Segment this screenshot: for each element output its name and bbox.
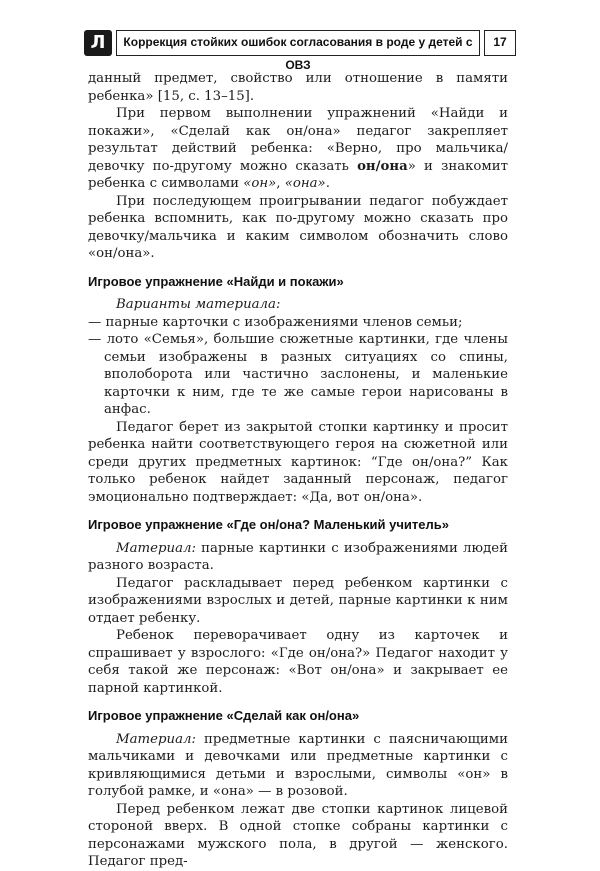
section-heading: Игровое упражнение «Сделай как он/она» [88, 708, 360, 723]
running-header [84, 30, 516, 72]
section-heading: Игровое упражнение «Найди и покажи» [88, 273, 344, 289]
section-heading: Игровое упражнение «Где он/она? Маленький учитель» [88, 517, 449, 532]
chapter-logo: Л [84, 30, 112, 56]
paragraph: При последующем проигрывании педагог побуждает ребенка вспомнить, как по-другому можно сказать про девочку/мальчика и каким символом обозначить слово «он/она». [88, 193, 508, 261]
variants-label: Варианты материала: [116, 297, 281, 312]
running-title: Коррекция стойких ошибок согласования в роде у детей с ОВЗ [116, 30, 480, 56]
paragraph: данный предмет, свойство или отношение в памяти ребенка» [15, с. 13–15]. [88, 71, 508, 104]
material-paragraph: Материал: предметные картинки с паясничающими мальчиками и девочками или предметные картинки с кривляющимися детьми и взрослыми, символы «он» в голубой рамке, и «она» — в розовой. [88, 731, 508, 799]
list-item: — лото «Семья», большие сюжетные картинки, где члены семьи изображены в разных ситуациях со спины, вполоборота или частично заслонены, и маленькие карточки к ним, где те же самые герои нарисованы в анфас. [88, 332, 508, 417]
paragraph: При первом выполнении упражнений «Найди и покажи», «Сделай как он/она» педагог закрепляет результат действий ребенка: «Верно, про мальчика/девочку по-другому можно сказать он/она» и знакомит ребенка с символами «он», «она». [88, 106, 508, 191]
page-body [88, 70, 508, 871]
paragraph: Педагог раскладывает перед ребенком картинки с изображениями взрослых и детей, парные картинки к ним отдает ребенку. [88, 575, 508, 626]
paragraph: Перед ребенком лежат две стопки картинок лицевой стороной вверх. В одной стопке собраны картинки с персонажами мужского пола, в другой — женского. Педагог пред- [88, 801, 508, 869]
page-number: 17 [484, 30, 516, 56]
paragraph: Ребенок переворачивает одну из карточек и спрашивает у взрослого: «Где он/она?» Педагог находит у себя такой же персонаж: «Вот он/она» и закрывает ее парной картинкой. [88, 628, 508, 696]
material-paragraph: Материал: парные картинки с изображениями людей разного возраста. [88, 540, 508, 573]
list-item: — парные карточки с изображениями членов семьи; [88, 314, 463, 330]
paragraph: Педагог берет из закрытой стопки картинку и просит ребенка найти соответствующего героя на сюжетной или среди других предметных картинок: “Где он/она?” Как только ребенок найдет заданный персонаж, педагог эмоционально подтверждает: «Да, вот он/она». [88, 419, 508, 505]
